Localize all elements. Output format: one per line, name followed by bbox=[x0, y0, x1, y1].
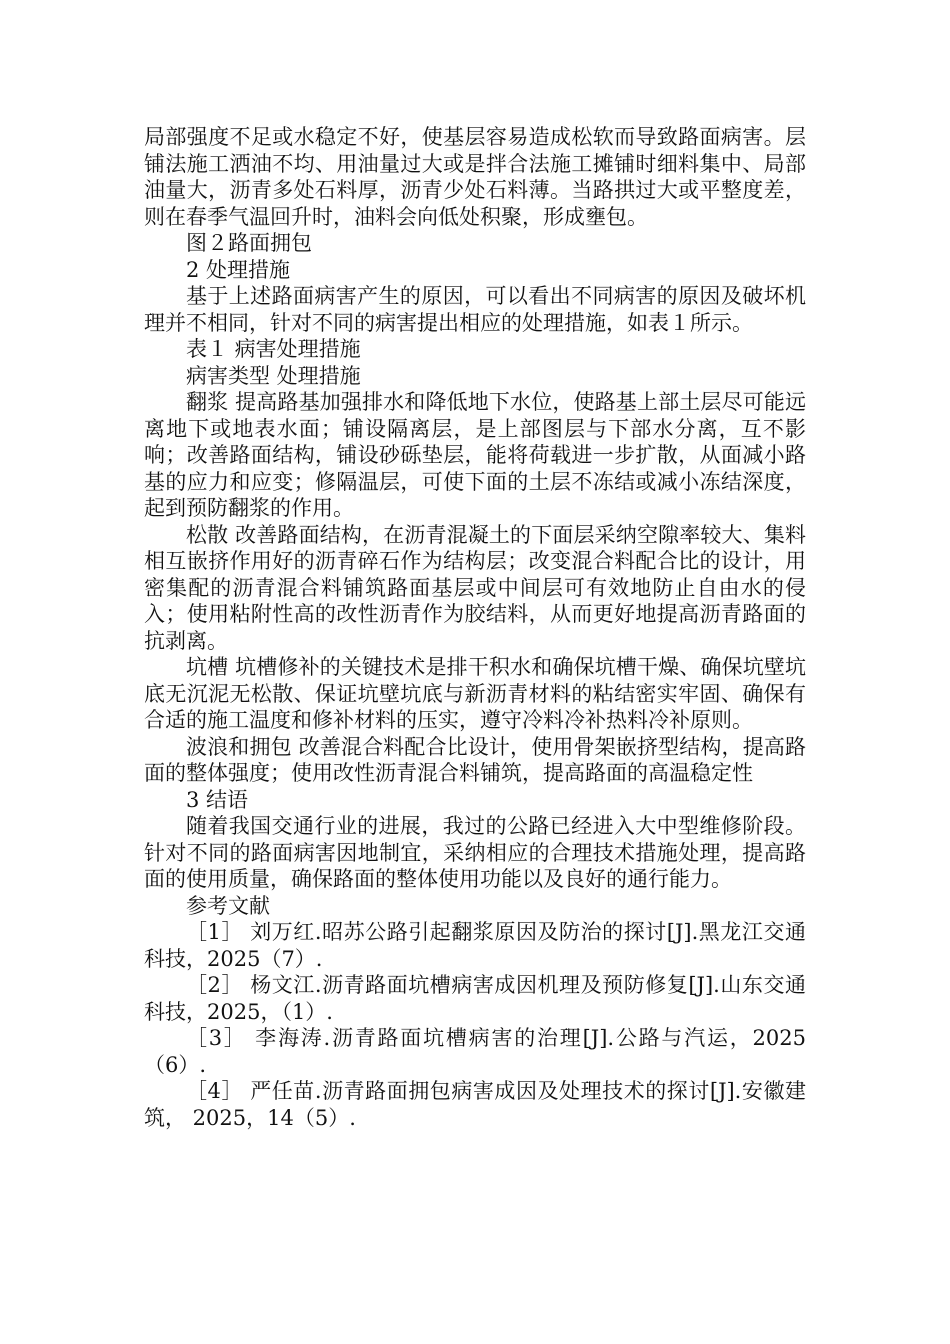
reference-item-2: ［2］ 杨文江.沥青路面坑槽病害成因机理及预防修复[J].山东交通科技，2025，（1）. bbox=[144, 973, 806, 1024]
reference-item-4: ［4］ 严任苗.沥青路面拥包病害成因及处理技术的探讨[J].安徽建筑， 2025，14（5）. bbox=[144, 1079, 806, 1130]
table-row-bolang: 波浪和拥包 改善混合料配合比设计，使用骨架嵌挤型结构，提高路面的整体强度；使用改性沥青混合料铺筑，提高路面的高温稳定性 bbox=[144, 734, 806, 785]
table-row-kengcao: 坑槽 坑槽修补的关键技术是排干积水和确保坑槽干燥、确保坑壁坑底无沉泥无松散、保证坑壁坑底与新沥青材料的粘结密实牢固、确保有合适的施工温度和修补材料的压实，遵守冷料冷补热料冷补原则。 bbox=[144, 655, 806, 732]
paragraph-intro: 局部强度不足或水稳定不好，使基层容易造成松软而导致路面病害。层铺法施工洒油不均、用油量过大或是拌合法施工摊铺时细料集中、局部油量大，沥青多处石料厚，沥青少处石料薄。当路拱过大或平整度差，则在春季气温回升时，油料会向低处积聚，形成壅包。 bbox=[144, 125, 806, 229]
paragraph-conclusion: 随着我国交通行业的进展，我过的公路已经进入大中型维修阶段。针对不同的路面病害因地制宜，采纳相应的合理技术措施处理，提高路面的使用质量，确保路面的整体使用功能以及良好的通行能力。 bbox=[144, 814, 806, 891]
section-heading-2: 2 处理措施 bbox=[186, 257, 291, 282]
references-heading: 参考文献 bbox=[186, 893, 270, 918]
document-body bbox=[144, 124, 806, 1131]
table-header: 病害类型 处理措施 bbox=[186, 363, 361, 388]
paragraph-measures-intro: 基于上述路面病害产生的原因，可以看出不同病害的原因及破坏机理并不相同，针对不同的病害提出相应的处理措施，如表１所示。 bbox=[144, 284, 806, 335]
reference-item-1: ［1］ 刘万红.昭苏公路引起翻浆原因及防治的探讨[J].黑龙江交通科技，2025（7）. bbox=[144, 920, 806, 971]
section-heading-3: 3 结语 bbox=[186, 787, 249, 812]
table-row-fanjiang: 翻浆 提高路基加强排水和降低地下水位，使路基上部土层尽可能远离地下或地表水面；铺设隔离层，是上部图层与下部水分离，互不影响；改善路面结构，铺设砂砾垫层，能将荷载进一步扩散，从面减小路基的应力和应变；修隔温层，可使下面的土层不冻结或减小冻结深度，起到预防翻浆的作用。 bbox=[144, 390, 806, 520]
figure-caption: 图２路面拥包 bbox=[186, 231, 312, 255]
table-caption: 表１ 病害处理措施 bbox=[186, 337, 361, 361]
reference-item-3: ［3］ 李海涛.沥青路面坑槽病害的治理[J].公路与汽运，2025（6）. bbox=[144, 1026, 806, 1077]
table-row-songsan: 松散 改善路面结构，在沥青混凝土的下面层采纳空隙率较大、集料相互嵌挤作用好的沥青碎石作为结构层；改变混合料配合比的设计，用密集配的沥青混合料铺筑路面基层或中间层可有效地防止自由水的侵入；使用粘附性高的改性沥青作为胶结料，从而更好地提高沥青路面的抗剥离。 bbox=[144, 522, 806, 653]
